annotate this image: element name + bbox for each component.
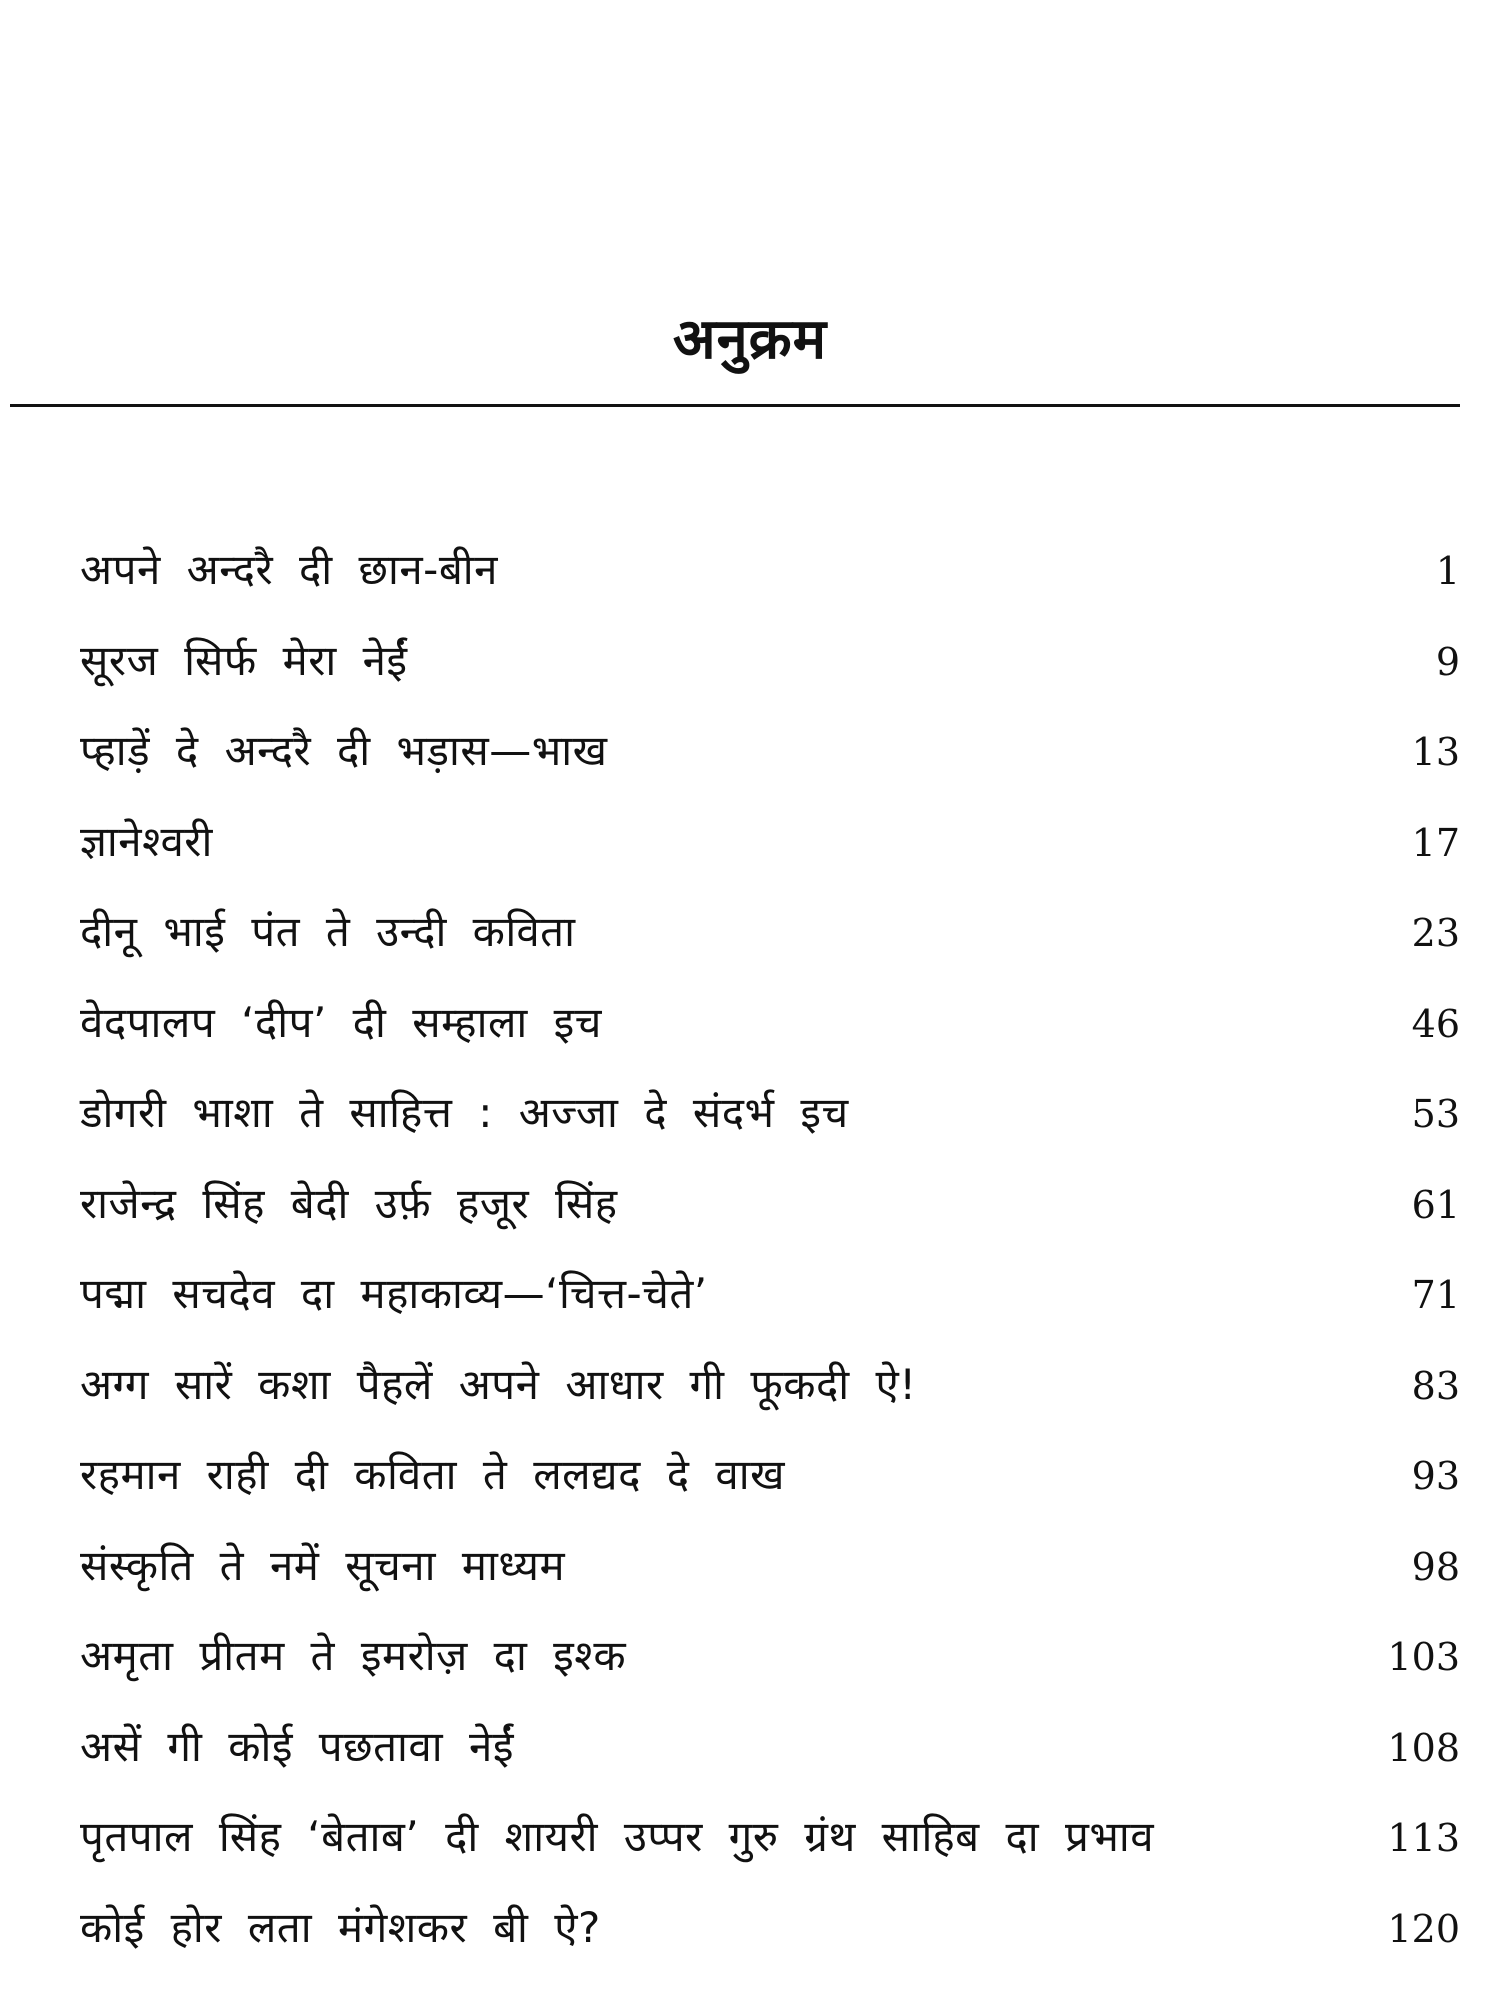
- toc-entry-page: 98: [1411, 1544, 1460, 1589]
- toc-entry-page: 103: [1387, 1635, 1460, 1679]
- toc-entry-title: प्हाड़ें दे अन्दरै दी भड़ास—भाख: [80, 726, 608, 775]
- toc-entry: [80, 1616, 1460, 1707]
- toc-entry-title: दीनू भाई पंत ते उन्दी कविता: [80, 907, 576, 956]
- toc-entry: [80, 983, 1460, 1074]
- toc-entry-title: कोई होर लता मंगेशकर बी ऐ?: [80, 1902, 601, 1952]
- toc-entry: [80, 802, 1460, 893]
- toc-entry: [80, 1526, 1460, 1617]
- toc-entry: [80, 1435, 1460, 1526]
- toc-entry: [80, 1707, 1460, 1798]
- toc-entry-title: ज्ञानेश्वरी: [80, 816, 213, 866]
- toc-entry-page: 9: [1435, 639, 1460, 684]
- toc-entry-page: 120: [1387, 1906, 1460, 1951]
- toc-entry: [80, 1888, 1460, 1979]
- toc-entry: [80, 1797, 1460, 1888]
- toc-entry-title: पृतपाल सिंह ‘बेताब’ दी शायरी उप्पर गुरु ग्रंथ साहिब दा प्रभाव: [80, 1812, 1155, 1861]
- toc-entry: [80, 1164, 1460, 1255]
- toc-entry: [80, 1345, 1460, 1436]
- toc-entry-page: 83: [1411, 1363, 1460, 1408]
- toc-entry-page: 23: [1411, 911, 1460, 955]
- toc-entry-page: 17: [1411, 820, 1460, 865]
- toc-entry-title: डोगरी भाशा ते साहित्त : अज्जा दे संदर्भ इच: [80, 1088, 849, 1137]
- toc-entry-page: 93: [1411, 1454, 1460, 1498]
- toc-entry-page: 13: [1411, 730, 1460, 774]
- toc-entry-title: अमृता प्रीतम ते इमरोज़ दा इश्क: [80, 1631, 627, 1680]
- toc-entry-page: 113: [1387, 1816, 1460, 1860]
- toc-entry: [80, 621, 1460, 712]
- toc-entry-title: सूरज सिर्फ मेरा नेईं: [80, 635, 408, 685]
- table-of-contents: [80, 530, 1460, 1978]
- toc-entry-title: रहमान राही दी कविता ते ललद्यद दे वाख: [80, 1450, 786, 1499]
- toc-entry-page: 71: [1411, 1273, 1460, 1317]
- toc-entry-title: असें गी कोई पछतावा नेईं: [80, 1721, 514, 1771]
- toc-entry-title: वेदपालप ‘दीप’ दी सम्हाला इच: [80, 997, 602, 1047]
- toc-entry-page: 108: [1387, 1725, 1460, 1770]
- toc-entry: [80, 1254, 1460, 1345]
- toc-entry: [80, 711, 1460, 802]
- toc-entry-page: 1: [1435, 549, 1460, 593]
- toc-entry: [80, 892, 1460, 983]
- toc-entry: [80, 530, 1460, 621]
- toc-entry-page: 61: [1411, 1182, 1460, 1227]
- title-divider: [10, 404, 1460, 407]
- toc-entry: [80, 1073, 1460, 1164]
- toc-entry-title: पद्मा सचदेव दा महाकाव्य—‘चित्त-चेते’: [80, 1269, 708, 1318]
- toc-entry-page: 53: [1411, 1092, 1460, 1136]
- toc-entry-title: राजेन्द्र सिंह बेदी उर्फ़ हजूर सिंह: [80, 1178, 618, 1228]
- toc-entry-title: अपने अन्दरै दी छान-बीन: [80, 545, 498, 594]
- toc-entry-title: संस्कृति ते नमें सूचना माध्यम: [80, 1540, 566, 1590]
- toc-entry-title: अग्ग सारें कशा पैहलें अपने आधार गी फूकदी ऐ!: [80, 1359, 917, 1409]
- toc-entry-page: 46: [1411, 1001, 1460, 1046]
- page-title: अनुक्रम: [672, 307, 828, 372]
